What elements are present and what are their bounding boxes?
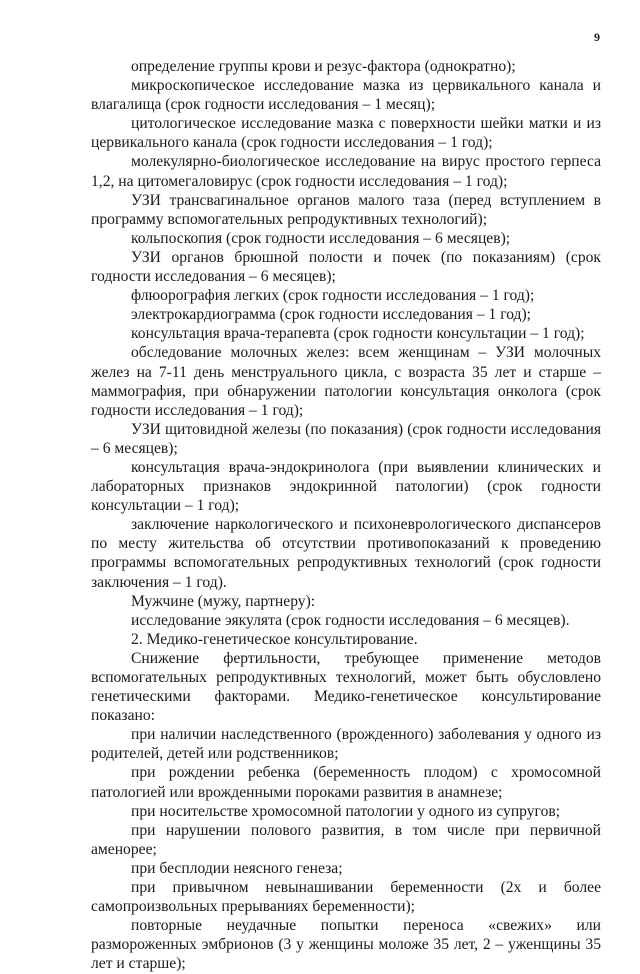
paragraph: заключение наркологического и психоневрологического диспансеров по месту жительства об отсутствии противопоказаний к проведению программы вспомогательных репродуктивных технологий (срок годности заключения – 1 год). xyxy=(91,516,601,591)
paragraph: консультация врача-терапевта (срок годности консультации – 1 год); xyxy=(131,325,585,343)
paragraph: определение группы крови и резус-фактора (однократно); xyxy=(131,58,516,75)
paragraph: кольпоскопия (срок годности исследования – 6 месяцев); xyxy=(131,229,511,247)
paragraph: при нарушении полового развития, в том числе при первичной аменорее; xyxy=(91,821,601,858)
paragraph: исследование эякулята (срок годности исследования – 6 месяцев). xyxy=(131,611,570,629)
paragraph: флюорография легких (срок годности исследования – 1 год); xyxy=(131,287,535,305)
paragraph: 2. Медико-генетическое консультирование. xyxy=(131,630,418,648)
paragraph: повторные неудачные попытки переноса «свежих» или размороженных эмбрионов (3 у женщины моложе 35 лет, 2 – уженщины 35 лет и старше); xyxy=(91,917,601,973)
paragraph: УЗИ трансвагинальное органов малого таза (перед вступлением в программу вспомогательных репродуктивных технологий); xyxy=(91,191,601,228)
paragraph: при бесплодии неясного генеза; xyxy=(131,859,343,877)
page-number: 9 xyxy=(594,30,600,44)
document-body xyxy=(91,57,601,974)
paragraph: Снижение фертильности, требующее применение методов вспомогательных репродуктивных технологий, может быть обусловлено генетическими факторами. Медико-генетическое консультирование показано: xyxy=(91,649,601,725)
paragraph: обследование молочных желез: всем женщинам – УЗИ молочных желез на 7-11 день менструального цикла, с возраста 35 лет и старше – маммография, при обнаружении патологии консультация онколога (срок годности исследования – 1 год); xyxy=(91,344,601,419)
paragraph: консультация врача-эндокринолога (при выявлении клинических и лабораторных признаков эндокринной патологии) (срок годности консультации – 1 год); xyxy=(91,458,601,515)
paragraph: при наличии наследственного (врожденного) заболевания у одного из родителей, детей или родственников; xyxy=(91,726,601,763)
paragraph: Мужчине (мужу, партнеру): xyxy=(131,592,316,610)
paragraph: при носительстве хромосомной патологии у одного из супругов; xyxy=(131,802,561,820)
paragraph: цитологическое исследование мазка с поверхности шейки матки и из цервикального канала (срок годности исследования – 1 год); xyxy=(91,115,601,152)
paragraph: электрокардиограмма (срок годности исследования – 1 год); xyxy=(131,306,532,324)
paragraph: микроскопическое исследование мазка из цервикального канала и влагалища (срок годности исследования – 1 месяц); xyxy=(91,77,601,114)
paragraph: при рождении ребенка (беременность плодом) с хромосомной патологией или врожденными пороками развития в анамнезе; xyxy=(91,764,601,801)
paragraph: при привычном невынашивании беременности (2х и более самопроизвольных прерываниях беременности); xyxy=(91,879,601,916)
paragraph: молекулярно-биологическое исследование на вирус простого герпеса 1,2, на цитомегаловирус (срок годности исследования – 1 год); xyxy=(91,153,601,190)
paragraph: УЗИ щитовидной железы (по показания) (срок годности исследования – 6 месяцев); xyxy=(91,420,601,457)
paragraph: УЗИ органов брюшной полости и почек (по показаниям) (срок годности исследования – 6 месяцев); xyxy=(91,248,601,286)
